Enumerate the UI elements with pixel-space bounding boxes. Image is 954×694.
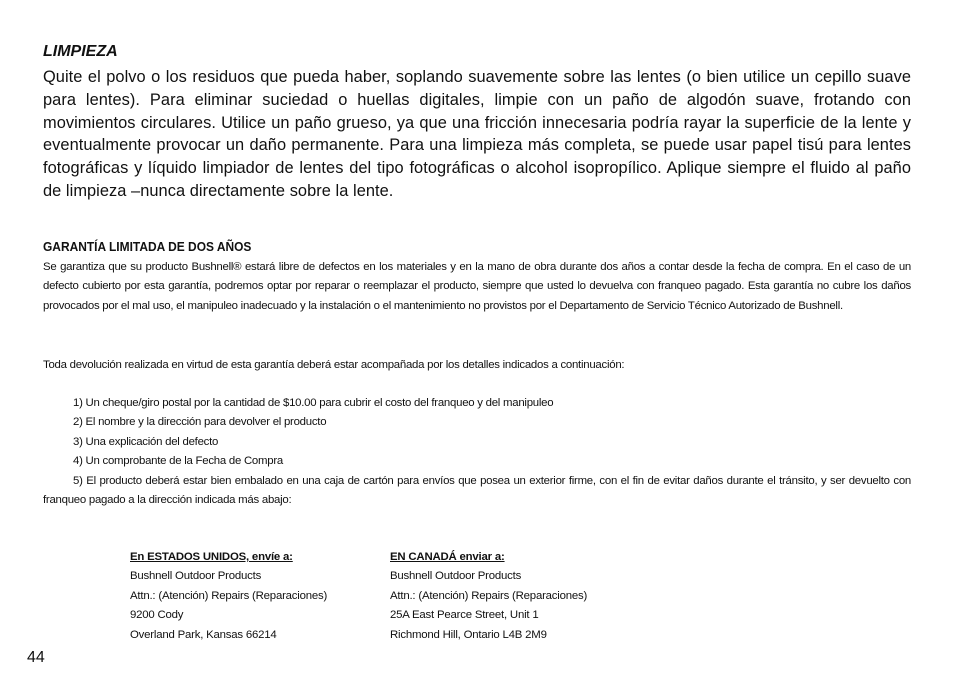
list-item: 2) El nombre y la dirección para devolver el producto bbox=[73, 416, 327, 429]
address-line: Attn.: (Atención) Repairs (Reparaciones) bbox=[390, 589, 588, 602]
cleaning-heading: LIMPIEZA bbox=[43, 43, 118, 60]
requirements-list bbox=[43, 394, 911, 510]
canada-address-title: EN CANADÁ enviar a: bbox=[390, 551, 505, 563]
address-line: Attn.: (Atención) Repairs (Reparaciones) bbox=[130, 589, 328, 602]
list-item: 3) Una explicación del defecto bbox=[73, 435, 219, 448]
page-number: 44 bbox=[27, 649, 45, 666]
warranty-heading: GARANTÍA LIMITADA DE DOS AÑOS bbox=[43, 239, 252, 254]
address-line: 9200 Cody bbox=[130, 609, 184, 622]
list-item: 5) El producto deberá estar bien embalado en una caja de cartón para envíos que posea un exterior firme, con el fin de evitar daños durante el tránsito, y ser devuelto con franqueo pagado a la dirección indicada más abajo: bbox=[43, 474, 911, 507]
address-line: Overland Park, Kansas 66214 bbox=[130, 628, 277, 641]
address-line: Bushnell Outdoor Products bbox=[130, 570, 262, 583]
return-intro: Toda devolución realizada en virtud de esta garantía deberá estar acompañada por los detalles indicados a continuación: bbox=[43, 359, 625, 371]
address-line: Bushnell Outdoor Products bbox=[390, 570, 522, 583]
warranty-paragraph: Se garantiza que su producto Bushnell® estará libre de defectos en los materiales y en la mano de obra durante dos años a contar desde la fecha de compra. En el caso de un defecto cubierto por esta garantía, podremos optar por reparar o reemplazar el producto, siempre que usted lo devuelva con franqueo pagado. Esta garantía no cubre los daños provocados por el mal uso, el manipuleo inadecuado y la instalación o el mantenimiento no provistos por el Departamento de Servicio Técnico Autorizado de Bushnell. bbox=[43, 261, 911, 312]
list-item: 4) Un comprobante de la Fecha de Compra bbox=[73, 455, 283, 468]
address-line: 25A East Pearce Street, Unit 1 bbox=[390, 609, 539, 622]
cleaning-paragraph: Quite el polvo o los residuos que pueda haber, soplando suavemente sobre las lentes (o bien utilice un cepillo suave para lentes). Para eliminar suciedad o huellas digitales, limpie con un paño de algodón suave, frotando con movimientos circulares. Utilice un paño grueso, ya que una fricción innecesaria podría rayar la superficie de la lente y eventualmente provocar un daño permanente. Para una limpieza más completa, se puede usar papel tisú para lentes fotográficas y líquido limpiador de lentes del tipo fotográficas o alcohol isopropílico. Aplique siempre el fluido al paño de limpieza –nunca directamente sobre la lente. bbox=[43, 68, 911, 200]
address-line: Richmond Hill, Ontario L4B 2M9 bbox=[390, 628, 547, 641]
us-address-block bbox=[130, 548, 327, 645]
us-address-title: En ESTADOS UNIDOS, envíe a: bbox=[130, 551, 293, 563]
canada-address-block bbox=[390, 548, 587, 645]
list-item: 1) Un cheque/giro postal por la cantidad de $10.00 para cubrir el costo del franqueo y del manipuleo bbox=[73, 397, 554, 409]
